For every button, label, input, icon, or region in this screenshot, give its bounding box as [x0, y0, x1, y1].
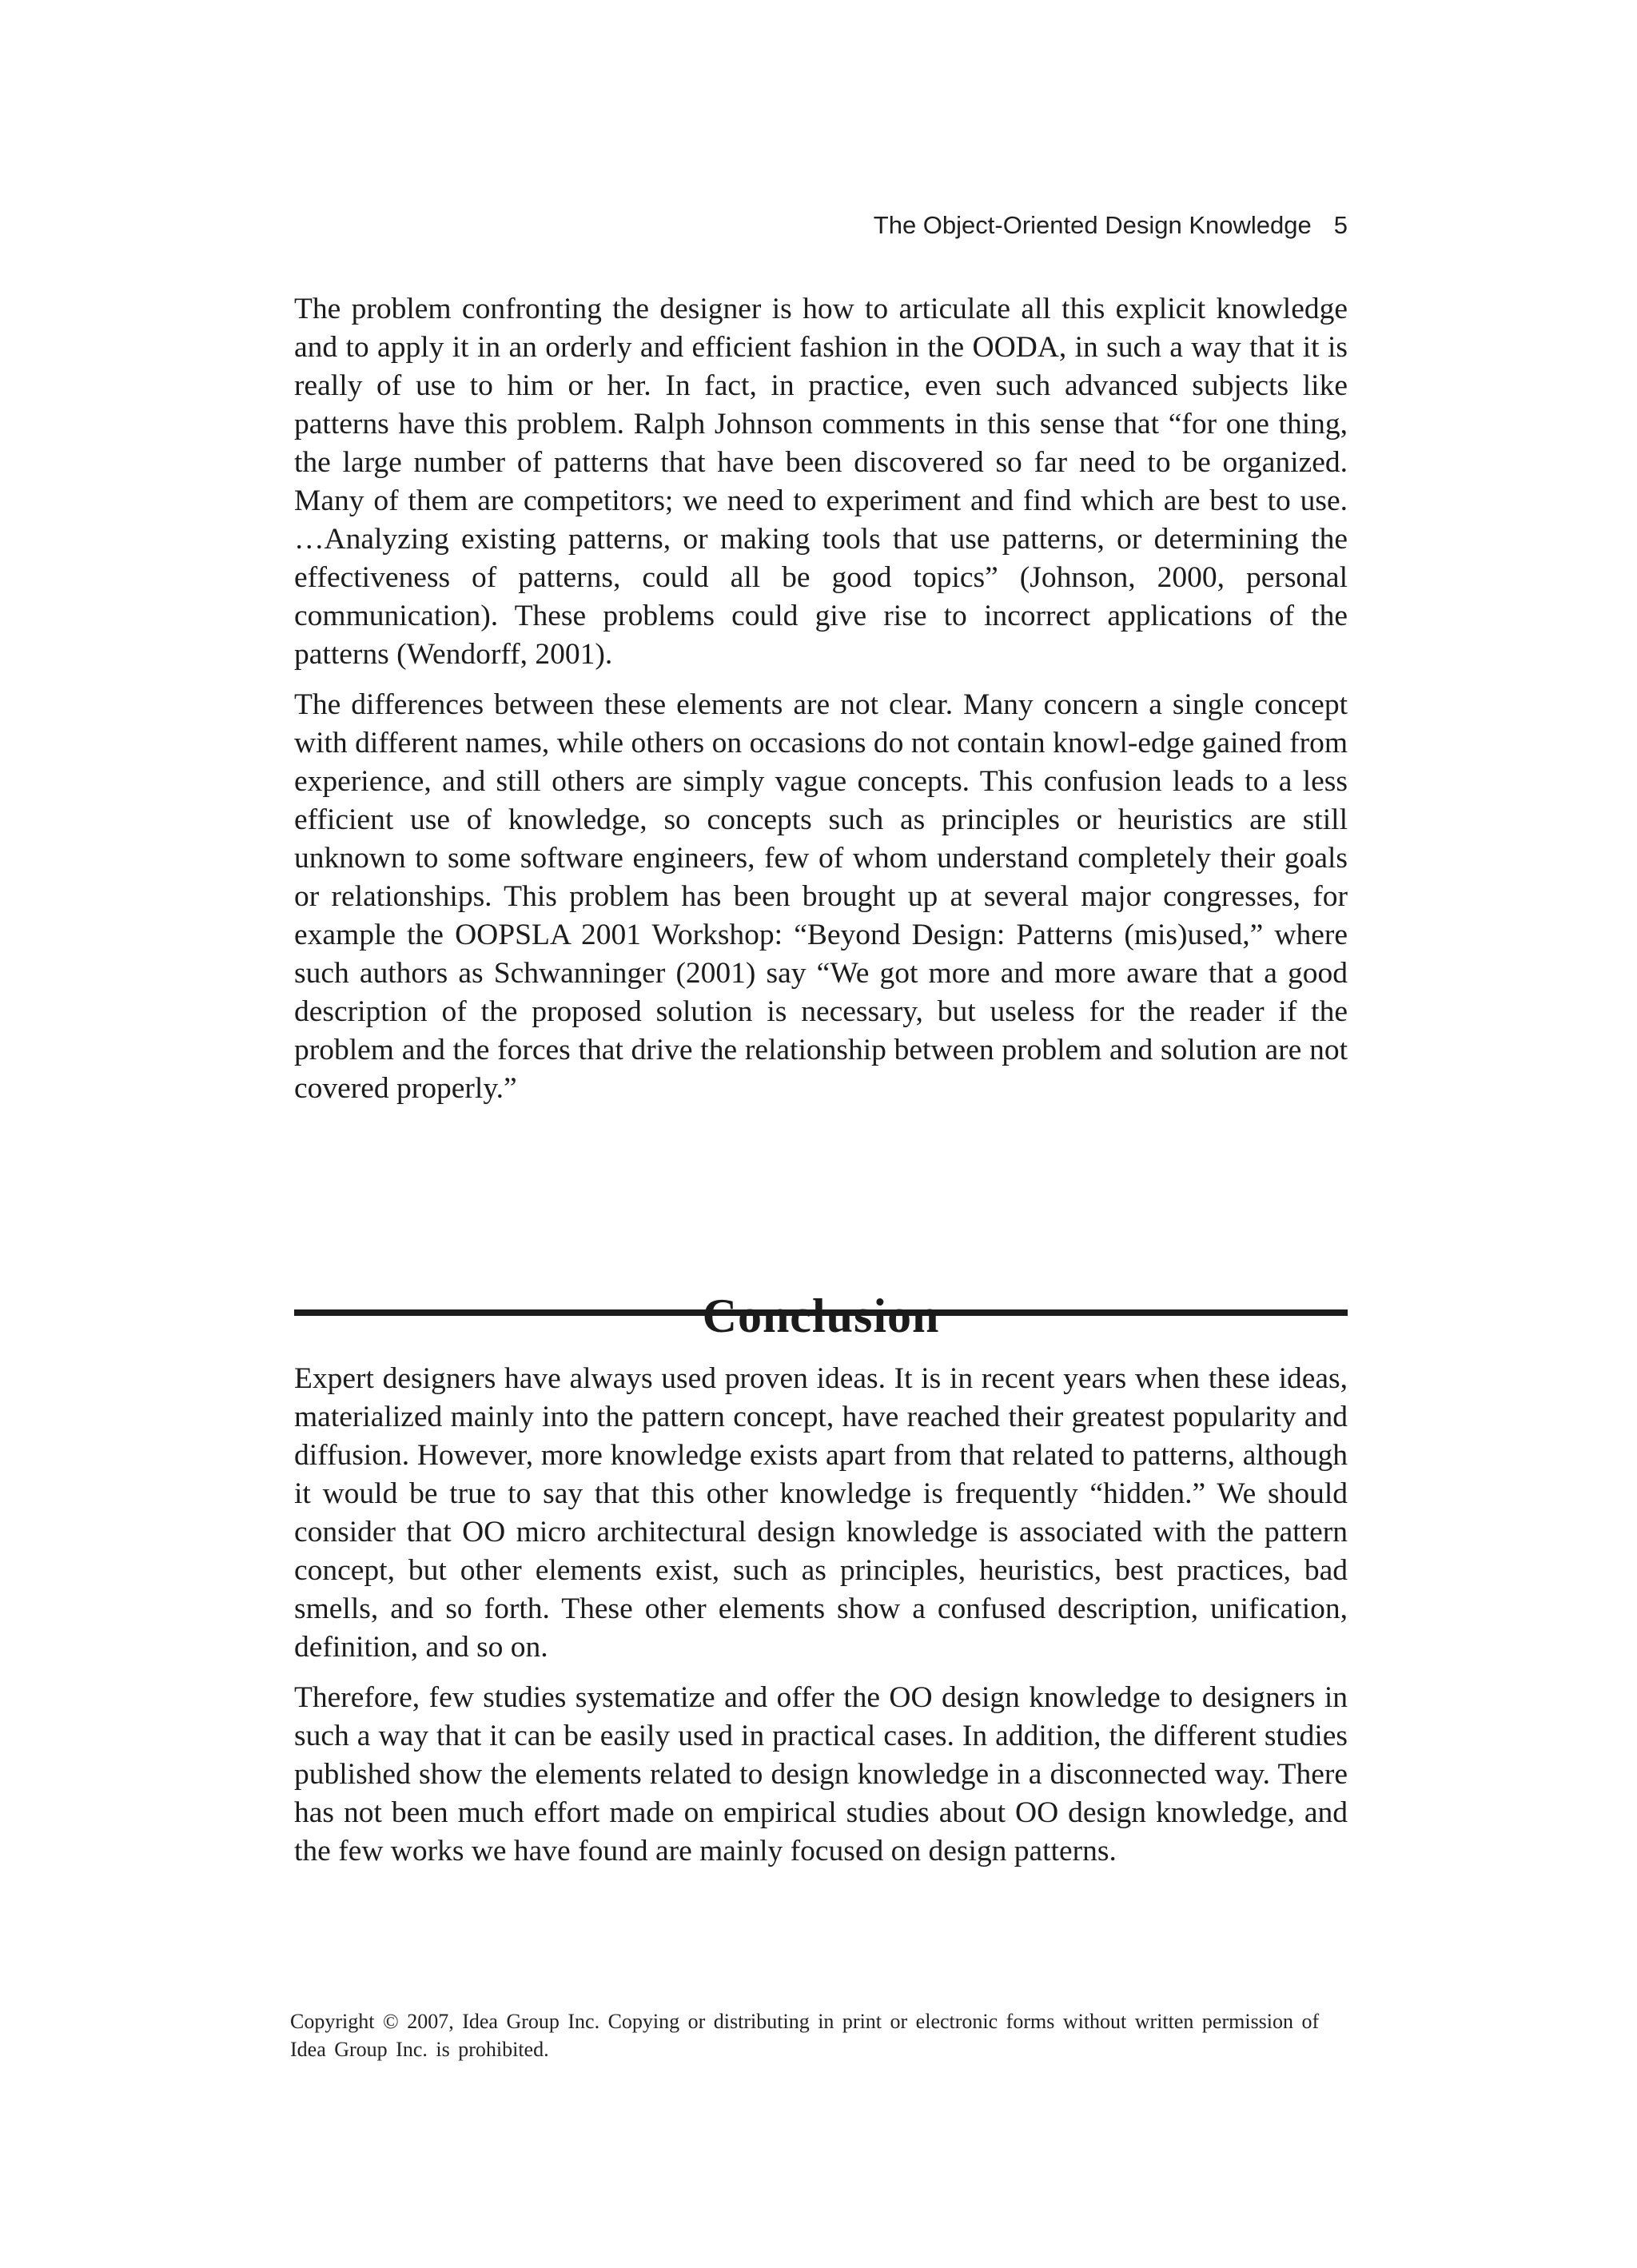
paragraph: Expert designers have always used proven ideas. It is in recent years when these ideas, materialized mainly into the pattern concept, have reached their greatest popularity and diffusion. However, more knowledge exists apart from that related to patterns, although it would be true to say that this other knowledge is frequently “hidden.” We should consider that OO micro architectural design knowledge is associated with the pattern concept, but other elements exist, such as principles, heuristics, best practices, bad smells, and so forth. These other elements show a confused description, unification, definition, and so on.	[294, 1362, 1348, 1664]
page-number: 5	[1333, 211, 1348, 239]
section-rule	[294, 1309, 1348, 1316]
running-header	[294, 209, 1348, 241]
paragraph: The differences between these elements are not clear. Many concern a single concept with different names, while others on occasions do not contain knowl-edge gained from experience, and still others are simply vague concepts. This confusion leads to a less efficient use of knowledge, so concepts such as principles or heuristics are still unknown to some software engineers, few of whom understand completely their goals or relationships. This problem has been brought up at several major congresses, for example the OOPSLA 2001 Workshop: “Beyond Design: Patterns (mis)used,” where such authors as Schwanninger (2001) say “We got more and more aware that a good description of the proposed solution is necessary, but useless for the reader if the problem and the forces that drive the relationship between problem and solution are not covered properly.”	[294, 688, 1348, 1105]
copyright-notice: Copyright © 2007, Idea Group Inc. Copying or distributing in print or electronic forms without written permission of Idea Group Inc. is prohibited.	[290, 2010, 1320, 2061]
paragraph: Therefore, few studies systematize and offer the OO design knowledge to designers in such a way that it can be easily used in practical cases. In addition, the different studies published show the elements related to design knowledge in a disconnected way. There has not been much effort made on empirical studies about OO design knowledge, and the few works we have found are mainly focused on design patterns.	[294, 1681, 1348, 1867]
body-text-conclusion	[294, 1360, 1348, 1871]
running-title: The Object-Oriented Design Knowledge	[873, 211, 1312, 239]
paragraph: The problem confronting the designer is how to articulate all this explicit knowledge and to apply it in an orderly and efficient fashion in the OODA, in such a way that it is really of use to him or her. In fact, in practice, even such advanced subjects like patterns have this problem. Ralph Johnson comments in this sense that “for one thing, the large number of patterns that have been discovered so far need to be organized. Many of them are competitors; we need to experiment and find which are best to use. …Analyzing existing patterns, or making tools that use patterns, or determining the effectiveness of patterns, could all be good topics” (Johnson, 2000, personal communication). These problems could give rise to incorrect applications of the patterns (Wendorff, 2001).	[294, 293, 1348, 671]
body-text-top	[294, 290, 1348, 1108]
